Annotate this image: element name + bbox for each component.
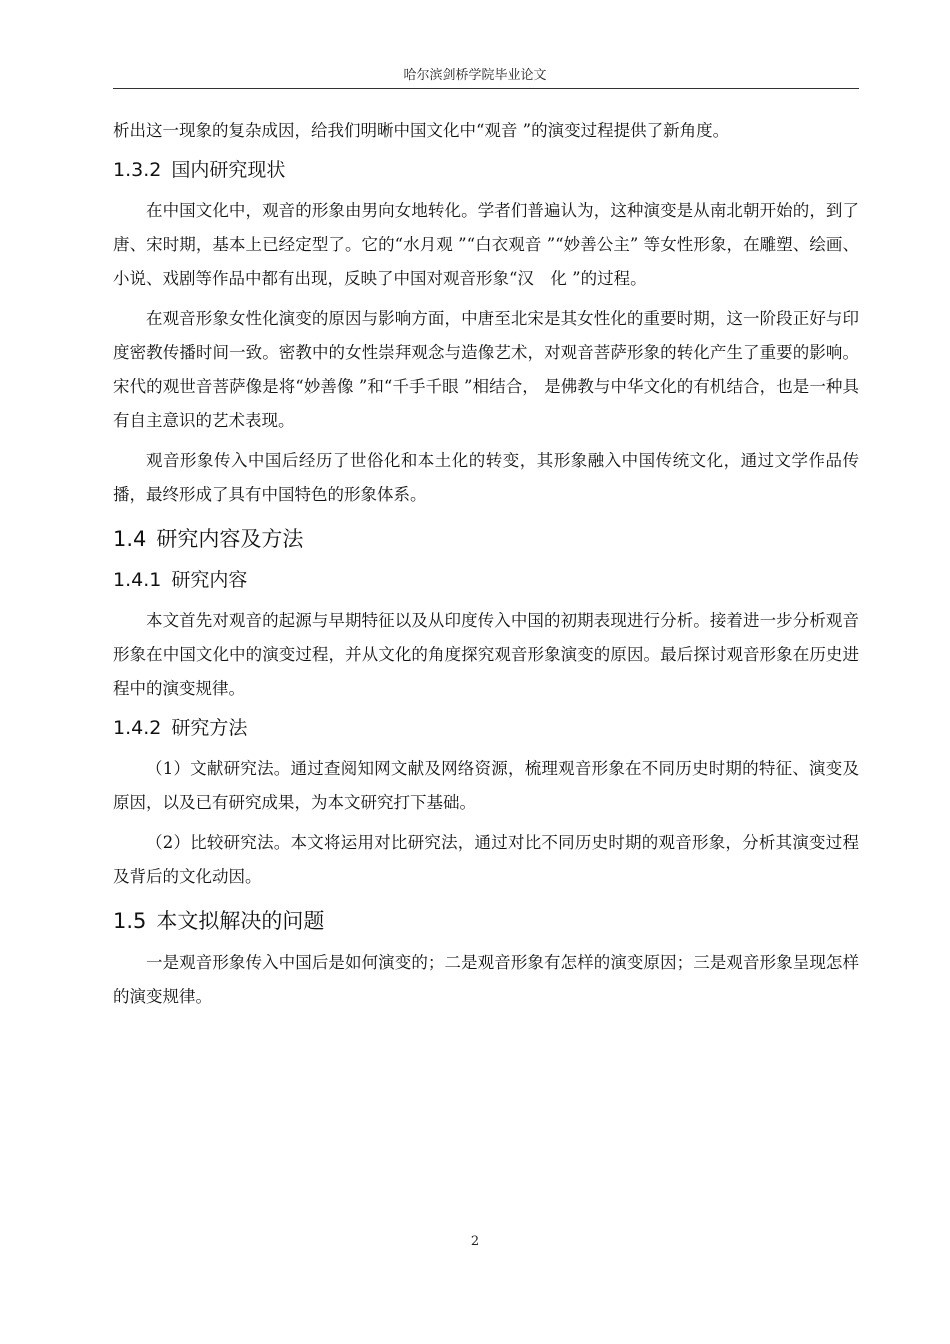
section-number: 1.4.1 <box>113 569 162 591</box>
continued-paragraph: 析出这一现象的复杂成因，给我们明晰中国文化中“观音 ”的演变过程提供了新角度。 <box>113 121 730 140</box>
paragraph: 本文首先对观音的起源与早期特征以及从印度传入中国的初期表现进行分析。接着进一步分析观音形象在中国文化中的演变过程，并从文化的角度探究观音形象演变的原因。最后探讨观音形象在历史进程中的演变规律。 <box>113 611 859 698</box>
section-number: 1.4.2 <box>113 717 162 739</box>
paragraph: 在观音形象女性化演变的原因与影响方面，中唐至北宋是其女性化的重要时期，这一阶段正好与印度密教传播时间一致。密教中的女性崇拜观念与造像艺术，对观音菩萨形象的转化产生了重要的影响。宋代的观世音菩萨像是将“妙善像 ”和“千手千眼 ”相结合， 是佛教与中华文化的有机结合，也是一种具有自主意识的艺术表现。 <box>113 309 859 430</box>
paragraph: 一是观音形象传入中国后是如何演变的；二是观音形象有怎样的演变原因；三是观音形象呈现怎样的演变规律。 <box>113 953 859 1006</box>
paragraph: 观音形象传入中国后经历了世俗化和本土化的转变，其形象融入中国传统文化，通过文学作品传播，最终形成了具有中国特色的形象体系。 <box>113 451 859 504</box>
section-heading-1-4-2 <box>113 712 859 744</box>
header-rule <box>113 88 859 89</box>
section-heading-1-4-1 <box>113 564 859 596</box>
paragraph: 在中国文化中，观音的形象由男向女地转化。学者们普遍认为，这种演变是从南北朝开始的，到了唐、宋时期，基本上已经定型了。它的“水月观 ”“白衣观音 ”“妙善公主” 等女性形象，在雕塑、绘画、小说、戏剧等作品中都有出现，反映了中国对观音形象“汉 化 ”的过程。 <box>113 201 859 288</box>
paragraph: （1）文献研究法。通过查阅知网文献及网络资源，梳理观音形象在不同历史时期的特征、演变及原因，以及已有研究成果，为本文研究打下基础。 <box>113 759 859 812</box>
section-title: 国内研究现状 <box>171 159 286 181</box>
section-title: 研究内容 <box>171 569 248 591</box>
section-number: 1.4 <box>113 527 147 551</box>
section-title: 研究方法 <box>171 717 248 739</box>
section-title: 本文拟解决的问题 <box>156 909 325 933</box>
section-number: 1.3.2 <box>113 159 162 181</box>
paragraph: （2）比较研究法。本文将运用对比研究法，通过对比不同历史时期的观音形象，分析其演变过程及背后的文化动因。 <box>113 833 859 886</box>
section-number: 1.5 <box>113 909 147 933</box>
page-body <box>113 114 859 1014</box>
section-title: 研究内容及方法 <box>156 527 304 551</box>
section-heading-1-4 <box>113 522 859 556</box>
section-heading-1-3-2 <box>113 154 859 186</box>
page-number: 2 <box>470 1234 480 1249</box>
running-header: 哈尔滨剑桥学院毕业论文 <box>403 68 547 83</box>
section-heading-1-5 <box>113 904 859 938</box>
